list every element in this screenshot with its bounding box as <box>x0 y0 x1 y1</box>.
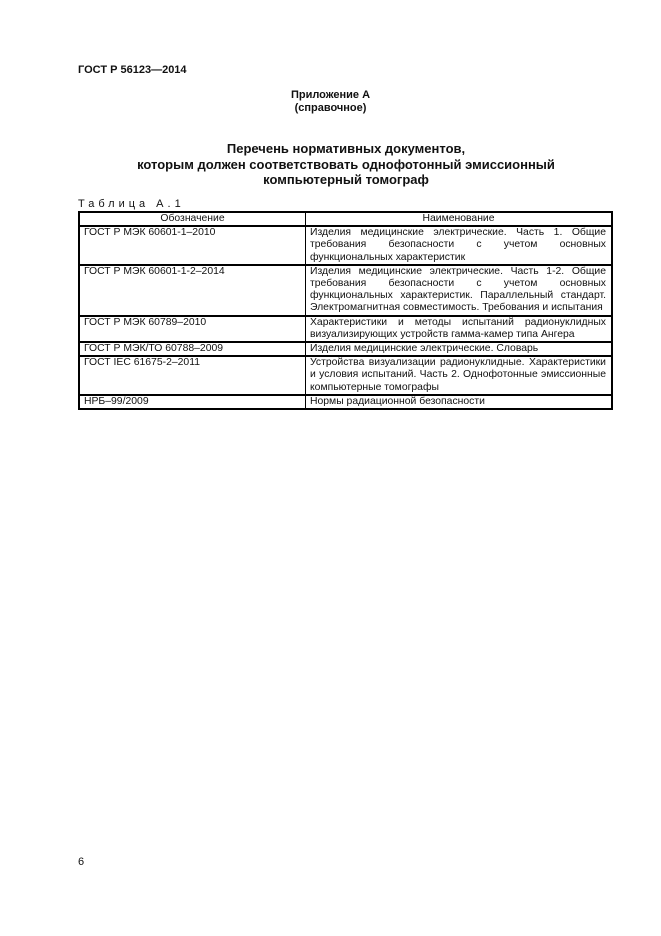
designation-cell: ГОСТ Р МЭК 60789–2010 <box>79 316 306 342</box>
designation-cell: ГОСТ Р МЭК 60601-1–2010 <box>79 226 306 265</box>
page-number: 6 <box>78 856 85 868</box>
designation-cell: НРБ–99/2009 <box>79 395 306 409</box>
section-title-line-1: Перечень нормативных документов, <box>226 141 466 156</box>
section-title-line-2: которым должен соответствовать однофотонный эмиссионный <box>137 156 555 172</box>
column-header-name: Наименование <box>306 212 613 226</box>
name-cell: Изделия медицинские электрические. Часть 1. Общие требования безопасности с учетом основных функциональных характеристик <box>306 226 613 265</box>
name-cell: Характеристики и методы испытаний радионуклидных визуализирующих устройств гамма-камер типа Ангера <box>306 316 613 342</box>
table-row <box>79 316 612 342</box>
document-code: ГОСТ Р 56123—2014 <box>78 64 187 76</box>
designation-cell: ГОСТ Р МЭК 60601-1-2–2014 <box>79 265 306 316</box>
annex-subtitle: (справочное) <box>294 102 367 114</box>
designation-cell: ГОСТ IEC 61675-2–2011 <box>79 356 306 395</box>
name-cell: Устройства визуализации радионуклидные. Характеристики и условия испытаний. Часть 2. Однофотонные эмиссионные компьютерные томографы <box>306 356 613 395</box>
table-caption: Таблица А.1 <box>78 198 185 210</box>
name-cell: Нормы радиационной безопасности <box>306 395 613 409</box>
table-header-row <box>79 212 612 226</box>
name-cell: Изделия медицинские электрические. Словарь <box>306 342 613 356</box>
table-row <box>79 342 612 356</box>
table-row <box>79 265 612 316</box>
column-header-designation: Обозначение <box>79 212 306 226</box>
section-title-line-3: компьютерный томограф <box>263 172 429 187</box>
table-row <box>79 356 612 395</box>
table-row <box>79 395 612 409</box>
annex-heading <box>0 89 661 115</box>
normative-documents-table <box>78 211 613 410</box>
annex-title: Приложение А <box>290 89 371 101</box>
designation-cell: ГОСТ Р МЭК/ТО 60788–2009 <box>79 342 306 356</box>
name-cell: Изделия медицинские электрические. Часть 1-2. Общие требования безопасности с учетом основных функциональных характеристик. Параллельный стандарт. Электромагнитная совместимость. Требования и испытания <box>306 265 613 316</box>
table-row <box>79 226 612 265</box>
section-title <box>0 141 661 188</box>
